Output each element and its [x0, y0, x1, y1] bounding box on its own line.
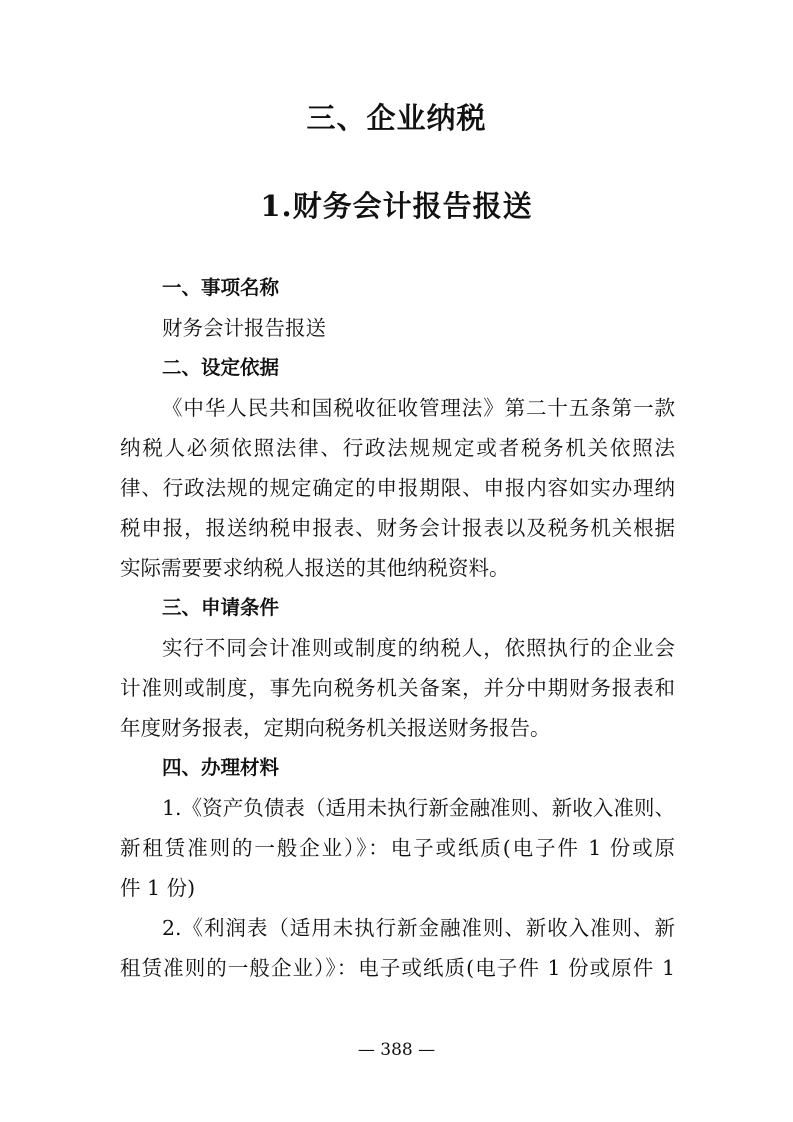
paragraph-line: 新租赁准则的一般企业）》：电子或纸质(电子件 1 份或原	[120, 836, 675, 860]
paragraph-line: 2.《利润表（适用未执行新金融准则、新收入准则、新	[162, 916, 675, 940]
document-body	[120, 268, 675, 988]
paragraph-line: 年度财务报表，定期向税务机关报送财务报告。	[120, 716, 551, 740]
heading-materials: 四、办理材料	[162, 756, 280, 779]
paragraph-line: 律、行政法规的规定确定的申报期限、申报内容如实办理纳	[120, 476, 675, 500]
materials-item-2	[120, 908, 675, 988]
paragraph-line: 实际需要要求纳税人报送的其他纳税资料。	[120, 556, 510, 580]
paragraph-line: 计准则或制度，事先向税务机关备案，并分中期财务报表和	[120, 676, 675, 700]
paragraph-line: 实行不同会计准则或制度的纳税人，依照执行的企业会	[162, 636, 675, 660]
materials-item-1	[120, 788, 675, 908]
legal-basis-paragraph	[120, 388, 675, 588]
paragraph-line: 纳税人必须依照法律、行政法规规定或者税务机关依照法	[120, 436, 675, 460]
paragraph-line: 件 1 份)	[120, 876, 196, 900]
heading-conditions: 三、申请条件	[162, 596, 280, 619]
item-name-text: 财务会计报告报送	[162, 316, 326, 340]
heading-legal-basis: 二、设定依据	[162, 356, 280, 379]
paragraph-line: 《中华人民共和国税收征收管理法》第二十五条第一款	[162, 396, 675, 420]
heading-item-name: 一、事项名称	[162, 276, 280, 299]
paragraph-line: 租赁准则的一般企业）》：电子或纸质(电子件 1 份或原件 1	[120, 956, 675, 980]
item-title: 1.财务会计报告报送	[260, 189, 533, 223]
paragraph-line: 税申报，报送纳税申报表、财务会计报表以及税务机关根据	[120, 516, 675, 540]
page-number: — 388 —	[357, 1040, 436, 1060]
section-title: 三、企业纳税	[306, 101, 487, 135]
paragraph-line: 1.《资产负债表（适用未执行新金融准则、新收入准则、	[162, 796, 675, 820]
conditions-paragraph	[120, 628, 675, 748]
